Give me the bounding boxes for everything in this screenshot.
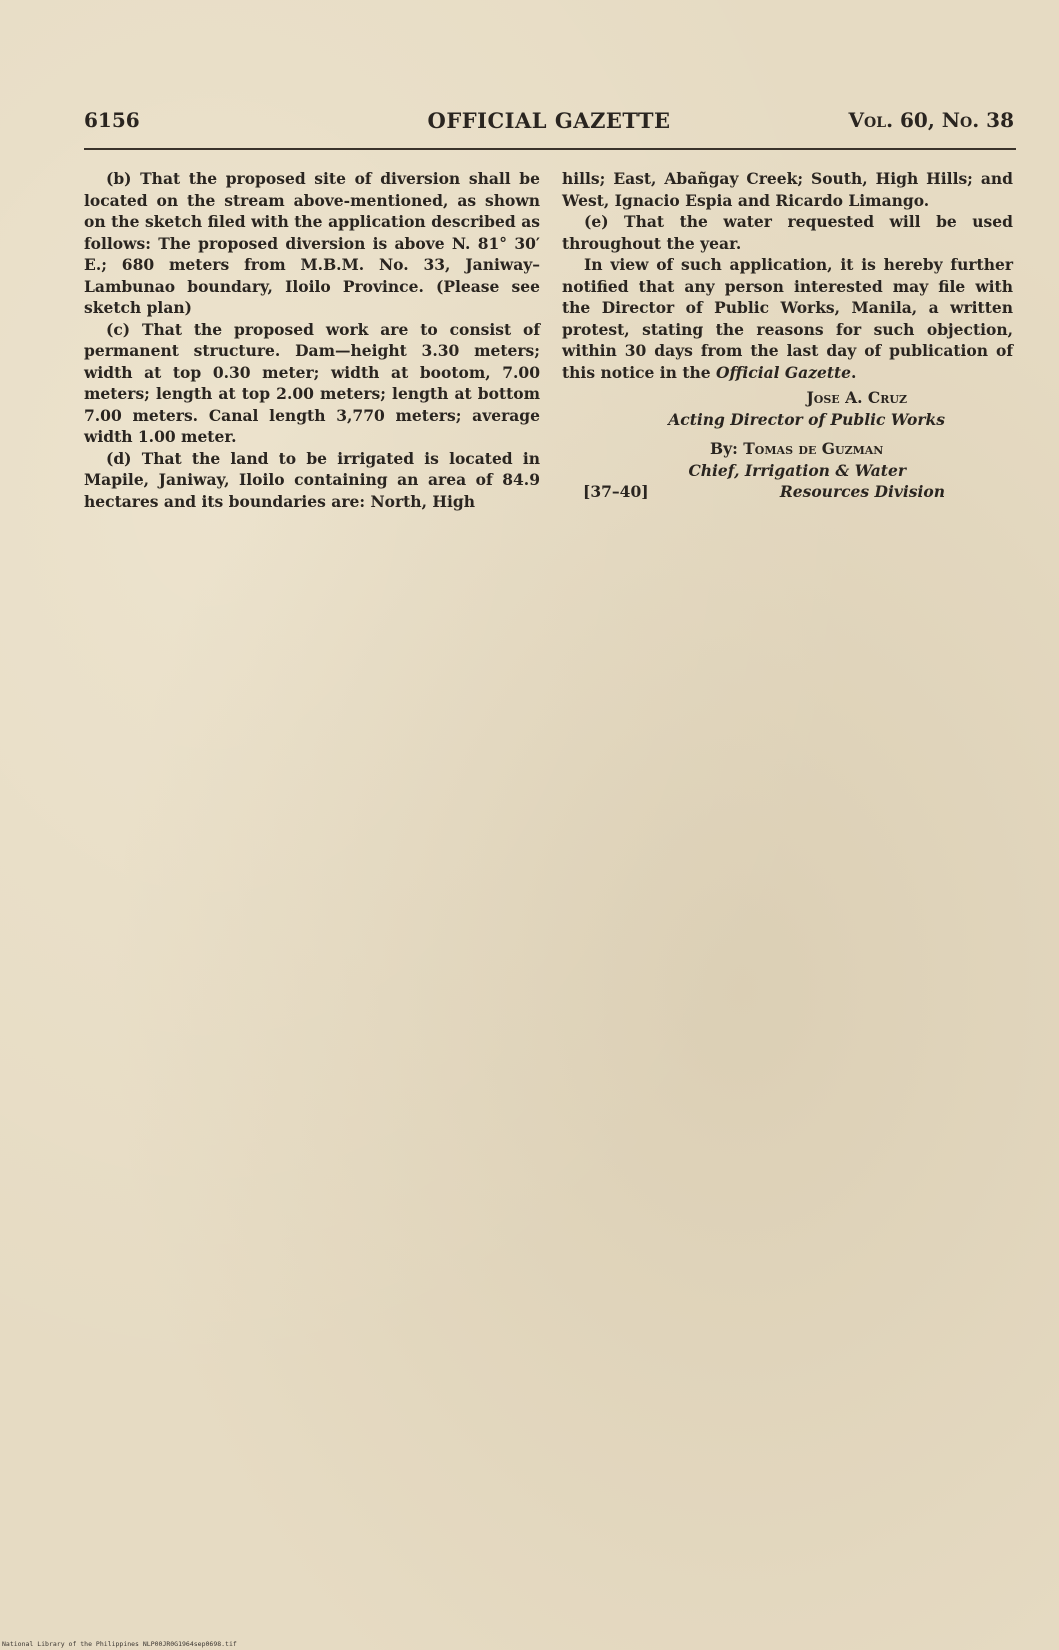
notice-end: . <box>851 362 857 382</box>
notice-text: In view of such application, it is hereby further notified that any person interested may file with the Director of Public Works, Manila, a written protest, stating the reasons for such objection, within 30 days from the last day of publication of this notice in the <box>562 255 1013 382</box>
paragraph-e: (e) That the water requested will be used throughout the year. <box>562 212 1013 253</box>
division-name: Resources Division <box>779 482 945 501</box>
chief-title: Chief, Irrigation & Water <box>688 460 906 480</box>
paragraph-b: (b) That the proposed site of diversion shall be located on the stream above-mentioned, as shown on the sketch filed with the application described as follows: The proposed diversion is above N. 81° 30′ E.; 680 meters from M.B.M. No. 33, Janiway–Lambunao boundary, Iloilo Province. (Please see sketch plan) <box>84 169 540 317</box>
by-label: By: <box>710 439 738 458</box>
publication-reference: [37–40] <box>583 482 649 501</box>
header-rule <box>84 148 1016 150</box>
paragraph-d-continued: hills; East, Abañgay Creek; South, High Hills; and West, Ignacio Espia and Ricardo Limango. <box>562 169 1013 210</box>
scan-footer: National Library of the Philippines NLP00JR0G1964sep0698.tif <box>2 1640 237 1648</box>
volume-issue: Vol. 60, No. 38 <box>848 108 1014 132</box>
signature-block <box>562 387 1013 503</box>
signed-by <box>562 438 1013 460</box>
by-name: Tomas de Guzman <box>743 439 884 458</box>
page-header <box>84 108 1014 138</box>
notice-paragraph <box>562 254 1013 383</box>
left-column <box>84 168 540 512</box>
publication-title: OFFICIAL GAZETTE <box>427 108 671 133</box>
signatory-title: Acting Director of Public Works <box>668 409 945 429</box>
signature-last-line <box>562 481 1013 503</box>
signatory-name: Jose A. Cruz <box>806 388 907 407</box>
paragraph-d: (d) That the land to be irrigated is located in Mapile, Janiway, Iloilo containing an area of 84.9 hectares and its boundaries are: North, High <box>84 448 540 511</box>
right-column <box>562 168 1013 503</box>
paragraph-c: (c) That the proposed work are to consist of permanent structure. Dam—height 3.30 meters; width at top 0.30 meter; width at bootom, 7.00 meters; length at top 2.00 meters; length at bottom 7.00 meters. Canal length 3,770 meters; average width 1.00 meter. <box>84 319 540 446</box>
page-number: 6156 <box>84 108 140 132</box>
gazette-reference: Official Gazette <box>716 362 852 382</box>
